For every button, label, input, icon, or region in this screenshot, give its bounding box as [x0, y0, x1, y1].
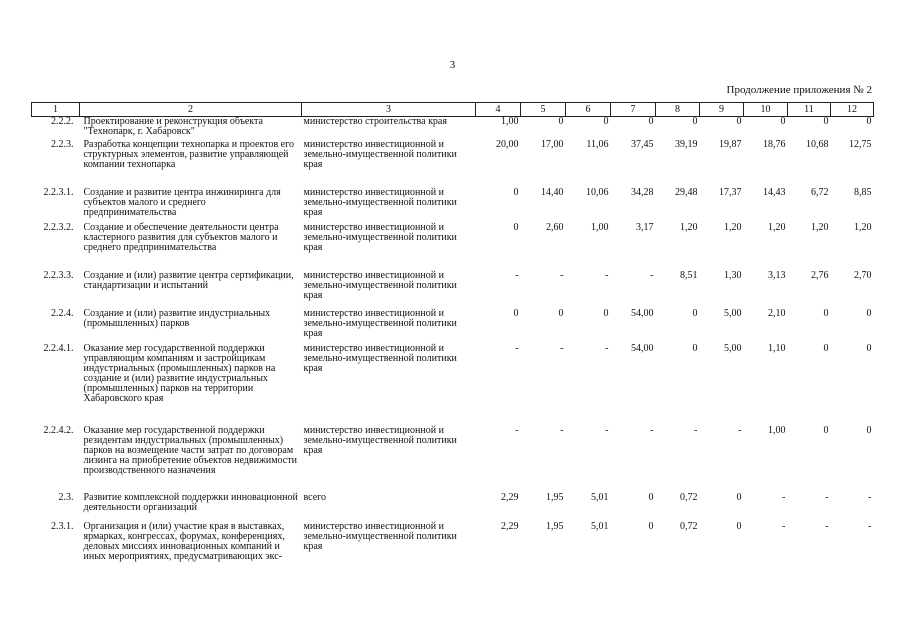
header-cell: 2	[80, 103, 302, 117]
row-number: 2.2.2.	[51, 116, 74, 127]
row-value: 39,19	[675, 139, 698, 150]
row-value: 18,76	[763, 139, 786, 150]
appendix-table	[31, 102, 874, 582]
continuation-label: Продолжение приложения № 2	[726, 84, 872, 96]
row-executor: министерство инвестиционной и земельно-имущественной политики края	[303, 139, 457, 170]
row-value: -	[515, 425, 519, 436]
row-number: 2.2.3.	[51, 139, 74, 150]
row-number: 2.2.3.1.	[43, 187, 74, 198]
row-value: -	[782, 521, 786, 532]
row-value: -	[560, 270, 564, 281]
row-value: 0	[648, 521, 654, 532]
table-body	[32, 117, 874, 583]
header-cell: 4	[476, 103, 521, 117]
row-value: -	[738, 425, 742, 436]
table-row	[32, 140, 874, 188]
row-value: 2,29	[501, 492, 519, 503]
page-number: 3	[449, 59, 456, 71]
row-value: -	[694, 425, 698, 436]
table-row	[32, 309, 874, 344]
row-value: 0	[866, 425, 872, 436]
row-name: Проектирование и реконструкция объекта "Технопарк, г. Хабаровск"	[83, 116, 263, 137]
header-cell: 9	[700, 103, 744, 117]
row-value: -	[605, 343, 609, 354]
row-number: 2.2.4.2.	[43, 425, 74, 436]
table-row	[32, 493, 874, 522]
row-value: 54,00	[631, 308, 654, 319]
row-value: 8,51	[680, 270, 698, 281]
row-value: 2,70	[854, 270, 872, 281]
row-value: 0	[648, 492, 654, 503]
row-value: 0	[692, 116, 698, 127]
row-value: -	[560, 425, 564, 436]
header-cell: 6	[566, 103, 611, 117]
row-value: 2,60	[546, 222, 564, 233]
row-value: 0,72	[680, 521, 698, 532]
row-executor: министерство инвестиционной и земельно-имущественной политики края	[303, 521, 457, 552]
row-value: 5,00	[724, 308, 742, 319]
row-value: 0	[780, 116, 786, 127]
row-value: 29,48	[675, 187, 698, 198]
row-value: 0	[692, 343, 698, 354]
row-executor: всего	[303, 492, 327, 503]
row-value: -	[825, 492, 829, 503]
row-value: 0	[823, 343, 829, 354]
row-value: 0	[823, 425, 829, 436]
row-name: Создание и обеспечение деятельности центра кластерного развития для субъектов малого и среднего предпринимательства	[83, 222, 279, 253]
row-value: -	[515, 270, 519, 281]
row-value: 1,20	[811, 222, 829, 233]
row-value: 54,00	[631, 343, 654, 354]
row-value: 2,10	[768, 308, 786, 319]
row-name: Оказание мер государственной поддержки резидентам индустриальных (промышленных) парков на возмещение части затрат по договорам лизинга на приобретение объектов недвижимости производственного назначения	[83, 425, 297, 476]
row-value: 1,20	[768, 222, 786, 233]
row-value: 1,20	[854, 222, 872, 233]
row-name: Оказание мер государственной поддержки управляющим компаниям и застройщикам индустриальных (промышленных) парков на создание и (или) развитие индустриальных (промышленных) парков на территории Хабаровского края	[83, 343, 276, 404]
header-cell: 10	[744, 103, 788, 117]
row-value: 34,28	[631, 187, 654, 198]
row-value: 1,00	[591, 222, 609, 233]
row-name: Организация и (или) участие края в выставках, ярмарках, конгрессах, форумах, конференциях, деловых миссиях инновационных компаний и иных мероприятиях, предусматривающих экс-	[83, 521, 285, 562]
row-value: 0	[736, 116, 742, 127]
row-value: 5,00	[724, 343, 742, 354]
row-value: 0	[823, 116, 829, 127]
row-value: 0	[648, 116, 654, 127]
table-row	[32, 223, 874, 271]
row-value: 1,20	[680, 222, 698, 233]
row-value: 0,72	[680, 492, 698, 503]
table-row	[32, 117, 874, 141]
row-value: -	[868, 492, 872, 503]
row-value: 1,20	[724, 222, 742, 233]
row-value: 0	[513, 187, 519, 198]
row-executor: министерство инвестиционной и земельно-имущественной политики края	[303, 343, 457, 374]
header-cell: 12	[831, 103, 874, 117]
row-value: 14,43	[763, 187, 786, 198]
row-executor: министерство инвестиционной и земельно-имущественной политики края	[303, 270, 457, 301]
row-value: 0	[866, 116, 872, 127]
header-cell: 7	[611, 103, 656, 117]
row-value: 3,13	[768, 270, 786, 281]
row-name: Создание и (или) развитие индустриальных (промышленных) парков	[83, 308, 271, 329]
row-value: 0	[513, 222, 519, 233]
row-value: 17,37	[719, 187, 742, 198]
row-name: Разработка концепции технопарка и проектов его структурных элементов, развитие управляющей компании технопарка	[83, 139, 294, 170]
table-row	[32, 188, 874, 223]
row-number: 2.2.3.2.	[43, 222, 74, 233]
table-row	[32, 426, 874, 493]
row-value: 0	[513, 308, 519, 319]
row-value: 0	[558, 116, 564, 127]
row-value: 0	[823, 308, 829, 319]
row-number: 2.2.4.	[51, 308, 74, 319]
header-row	[32, 103, 874, 117]
row-value: 12,75	[849, 139, 872, 150]
table-row	[32, 271, 874, 309]
row-name: Создание и развитие центра инжиниринга для субъектов малого и среднего предпринимательства	[83, 187, 281, 218]
row-value: 10,06	[586, 187, 609, 198]
row-value: 0	[736, 492, 742, 503]
row-value: -	[650, 425, 654, 436]
row-number: 2.3.	[58, 492, 74, 503]
row-value: 1,10	[768, 343, 786, 354]
table-row	[32, 522, 874, 582]
row-value: -	[782, 492, 786, 503]
header-cell: 11	[788, 103, 831, 117]
row-value: 20,00	[496, 139, 519, 150]
header-cell: 3	[302, 103, 476, 117]
row-executor: министерство инвестиционной и земельно-имущественной политики края	[303, 187, 457, 218]
row-value: 37,45	[631, 139, 654, 150]
row-value: 6,72	[811, 187, 829, 198]
row-name: Создание и (или) развитие центра сертификации, стандартизации и испытаний	[83, 270, 294, 291]
row-value: 11,06	[586, 139, 609, 150]
row-value: 0	[603, 116, 609, 127]
row-value: -	[650, 270, 654, 281]
row-value: 1,00	[768, 425, 786, 436]
row-name: Развитие комплексной поддержки инновационной деятельности организаций	[83, 492, 298, 513]
row-value: 0	[692, 308, 698, 319]
row-value: 2,76	[811, 270, 829, 281]
row-value: 0	[603, 308, 609, 319]
row-value: 1,00	[501, 116, 519, 127]
header-cell: 8	[656, 103, 700, 117]
row-number: 2.3.1.	[51, 521, 74, 532]
row-value: 5,01	[591, 521, 609, 532]
row-value: 2,29	[501, 521, 519, 532]
row-executor: министерство строительства края	[303, 116, 447, 127]
row-executor: министерство инвестиционной и земельно-имущественной политики края	[303, 425, 457, 456]
row-value: -	[605, 425, 609, 436]
row-value: 0	[736, 521, 742, 532]
row-value: 1,95	[546, 492, 564, 503]
row-value: 17,00	[541, 139, 564, 150]
row-value: -	[868, 521, 872, 532]
row-value: 19,87	[719, 139, 742, 150]
header-cell: 1	[32, 103, 80, 117]
header-cell: 5	[521, 103, 566, 117]
row-value: 0	[558, 308, 564, 319]
row-value: 1,95	[546, 521, 564, 532]
row-value: -	[560, 343, 564, 354]
row-value: 10,68	[806, 139, 829, 150]
row-number: 2.2.4.1.	[43, 343, 74, 354]
row-value: -	[605, 270, 609, 281]
row-executor: министерство инвестиционной и земельно-имущественной политики края	[303, 222, 457, 253]
row-value: 3,17	[636, 222, 654, 233]
row-value: -	[825, 521, 829, 532]
row-value: -	[515, 343, 519, 354]
row-value: 0	[866, 343, 872, 354]
row-executor: министерство инвестиционной и земельно-имущественной политики края	[303, 308, 457, 339]
row-value: 14,40	[541, 187, 564, 198]
table-row	[32, 344, 874, 426]
row-value: 5,01	[591, 492, 609, 503]
row-value: 1,30	[724, 270, 742, 281]
row-value: 0	[866, 308, 872, 319]
row-number: 2.2.3.3.	[43, 270, 74, 281]
table-header	[32, 103, 874, 117]
row-value: 8,85	[854, 187, 872, 198]
